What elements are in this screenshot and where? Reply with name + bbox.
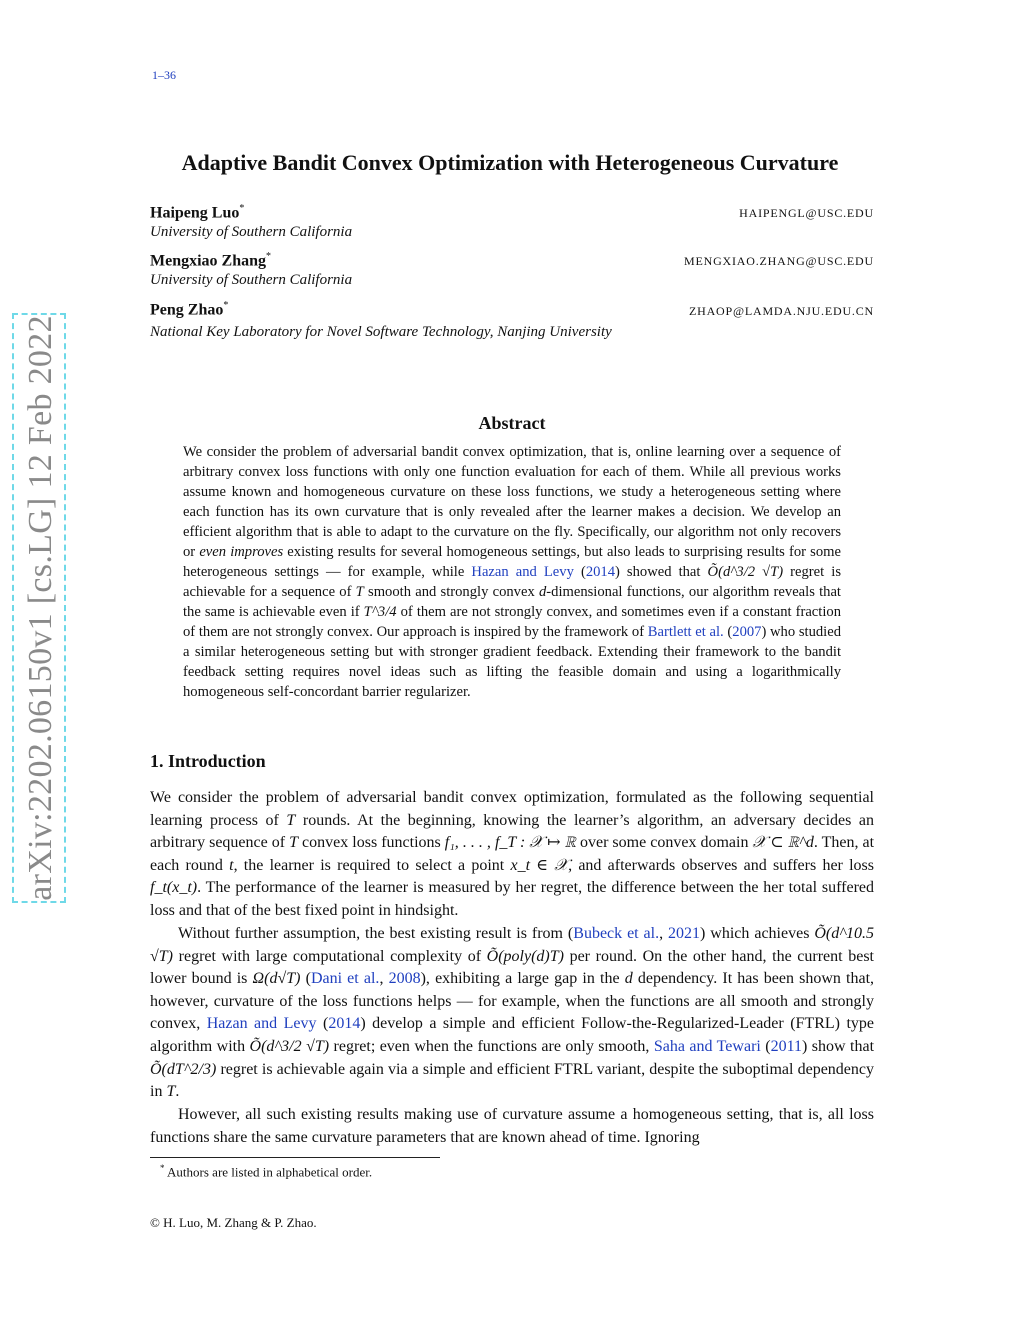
math-expression: Õ(d^3/2 √T): [249, 1037, 330, 1055]
math-expression: Õ(d^3/2 √T): [707, 564, 784, 580]
section-heading: 1. Introduction: [150, 751, 266, 771]
math-expression: T^3/4: [363, 604, 397, 620]
citation-link[interactable]: Dani et al.: [310, 970, 380, 988]
citation-link[interactable]: Hazan and Levy: [471, 564, 574, 580]
intro-paragraph: However, all such existing results making use of curvature assume a homogeneous setting, that is, all loss functions share the same curvature parameters that are known ahead of time. Ignoring: [150, 1106, 874, 1146]
footnote: * Authors are listed in alphabetical order.: [160, 1163, 373, 1180]
page-number: 1–36: [152, 68, 176, 82]
author-email[interactable]: MENGXIAO.ZHANG@USC.EDU: [684, 254, 874, 268]
author-email[interactable]: HAIPENGL@USC.EDU: [739, 206, 874, 220]
math-expression: x_t ∈ 𝒳: [510, 856, 569, 874]
math-expression: f₁, . . . , f_T : 𝒳 ↦ ℝ: [444, 834, 576, 852]
author-name: Peng Zhao*: [150, 300, 229, 319]
citation-link[interactable]: Saha and Tewari: [653, 1037, 761, 1055]
citation-link[interactable]: Bubeck et al.: [573, 925, 660, 942]
arxiv-identifier: arXiv:2202.06150v1 [cs.LG] 12 Feb 2022: [12, 313, 66, 903]
citation-year-link[interactable]: 2011: [770, 1037, 803, 1055]
author-affiliation: National Key Laboratory for Novel Software Technology, Nanjing University: [150, 324, 612, 340]
copyright-notice: © H. Luo, M. Zhang & P. Zhao.: [150, 1215, 317, 1230]
math-expression: Õ(d^10.5 √T): [150, 925, 874, 965]
math-expression: f_t(x_t): [150, 879, 198, 897]
math-expression: Õ(poly(d)T): [486, 947, 564, 965]
citation-year-link[interactable]: 2008: [388, 970, 421, 988]
author-email[interactable]: ZHAOP@LAMDA.NJU.EDU.CN: [689, 304, 874, 318]
author-name: Haipeng Luo*: [150, 203, 245, 222]
author-affiliation: University of Southern California: [150, 272, 353, 288]
author-affiliation: University of Southern California: [150, 224, 353, 240]
citation-year-link[interactable]: 2021: [668, 925, 701, 942]
citation-year-link[interactable]: 2014: [328, 1015, 361, 1033]
math-expression: Õ(dT^2/3): [150, 1060, 217, 1078]
intro-paragraph: Without further assumption, the best existing result is from (Bubeck et al., 2021) which achieves Õ(d^10.5 √T) regret with large computational complexity of Õ(poly(d)T) per round. On the other hand, the current best lower bound is Ω(d√T) (Dani et al., 2008), exhibiting a large gap in the d dependency. It has been shown that, however, curvature of the loss functions helps — for example, when the functions are all smooth and strongly convex, Hazan and Levy (2014) develop a simple and efficient Follow-the-Regularized-Leader (FTRL) type algorithm with Õ(d^3/2 √T) regret; even when the functions are only smooth, Saha and Tewari (2011) show that Õ(dT^2/3) regret is achievable again via a simple and efficient FTRL variant, despite the suboptimal dependency in T.: [150, 925, 875, 1101]
abstract-body: We consider the problem of adversarial bandit convex optimization, that is, online learning over a sequence of arbitrary convex loss functions with only one function evaluation for each of them. While all previous works assume known and homogeneous curvature on these loss functions, we study a heterogeneous setting where each function has its own curvature that is only revealed after the learner makes a decision. We develop an efficient algorithm that is able to adapt to the curvature on the fly. Specifically, our algorithm not only recovers or even improves existing results for several homogeneous settings, but also leads to surprising results for some heterogeneous settings — for example, while Hazan and Levy (2014) showed that Õ(d^3/2 √T) regret is achievable for a sequence of T smooth and strongly convex d-dimensional functions, our algorithm reveals that the same is achievable even if T^3/4 of them are not strongly convex, and sometimes even if a constant fraction of them are not strongly convex. Our approach is inspired by the framework of Bartlett et al. (2007) who studied a similar heterogeneous setting but with stronger gradient feedback. Extending their framework to the bandit feedback setting requires novel ideas such as lifting the feasible domain and using a logarithmically homogeneous self-concordant barrier regularizer.: [183, 444, 842, 700]
abstract-heading: Abstract: [478, 413, 546, 433]
author-name: Mengxiao Zhang*: [150, 251, 272, 270]
citation-year-link[interactable]: 2014: [585, 564, 615, 580]
intro-paragraph: We consider the problem of adversarial bandit convex optimization, formulated as the following sequential learning process of T rounds. At the beginning, knowing the learner’s algorithm, an adversary decides an arbitrary sequence of T convex loss functions f₁, . . . , f_T : 𝒳 ↦ ℝ over some convex domain 𝒳 ⊂ ℝ^d. Then, at each round t, the learner is required to select a point x_t ∈ 𝒳, and afterwards observes and suffers her loss f_t(x_t). The performance of the learner is measured by her regret, the difference between the her total suffered loss and that of the best fixed point in hindsight.: [150, 789, 875, 919]
footnote-divider: [150, 1157, 440, 1158]
paper-title: Adaptive Bandit Convex Optimization with Heterogeneous Curvature: [181, 150, 839, 175]
math-expression: Ω(d√T): [252, 970, 301, 988]
math-expression: 𝒳 ⊂ ℝ^d: [752, 834, 814, 852]
citation-link[interactable]: Bartlett et al.: [647, 624, 724, 640]
citation-year-link[interactable]: 2007: [732, 624, 762, 640]
citation-link[interactable]: Hazan and Levy: [206, 1015, 317, 1033]
